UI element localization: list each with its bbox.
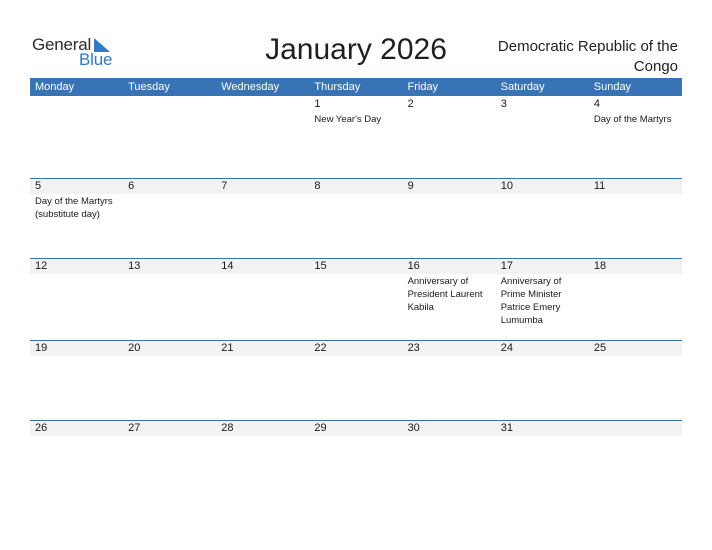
day-cell — [30, 420, 123, 500]
weekday-label: Saturday — [500, 81, 545, 93]
holiday-label: Anniversary of President Laurent Kabila — [407, 276, 483, 313]
day-number: 4 — [593, 98, 600, 110]
weekday-label: Tuesday — [128, 81, 170, 93]
day-cell — [496, 340, 589, 420]
day-cell — [30, 340, 123, 420]
day-cell — [403, 420, 496, 500]
weekday-label: Monday — [35, 81, 75, 93]
day-cell — [496, 258, 589, 338]
holiday-label: Day of the Martyrs — [593, 114, 672, 125]
day-number: 23 — [407, 342, 420, 354]
day-cell — [309, 178, 402, 258]
day-number: 8 — [314, 180, 321, 192]
day-cell — [123, 258, 216, 338]
day-number: 17 — [500, 260, 513, 272]
day-number: 16 — [407, 260, 420, 272]
day-number: 14 — [221, 260, 234, 272]
day-cell — [589, 340, 682, 420]
day-cell — [216, 340, 309, 420]
day-number: 25 — [593, 342, 607, 354]
day-cell — [496, 178, 589, 258]
day-cell — [216, 96, 309, 176]
day-cell — [123, 340, 216, 420]
day-number: 15 — [314, 260, 327, 272]
day-number: 6 — [128, 180, 135, 192]
day-cell — [30, 178, 123, 258]
day-cell — [123, 178, 216, 258]
day-number: 29 — [314, 422, 327, 434]
day-number: 3 — [500, 98, 507, 110]
day-number: 20 — [128, 342, 141, 354]
day-number: 30 — [407, 422, 420, 434]
logo-text-blue: Blue — [79, 50, 113, 69]
day-cell — [589, 96, 682, 176]
day-cell — [403, 178, 496, 258]
day-number: 27 — [128, 422, 141, 434]
weekday-label: Wednesday — [221, 81, 280, 93]
day-number: 21 — [221, 342, 234, 354]
day-cell — [216, 178, 309, 258]
weekday-header — [30, 78, 682, 96]
country-name: Democratic Republic of the Congo — [497, 38, 678, 75]
day-cell — [30, 258, 123, 338]
day-cell — [216, 258, 309, 338]
calendar-title: January 2026 — [265, 33, 447, 66]
day-cell — [403, 258, 496, 338]
day-number: 19 — [35, 342, 48, 354]
day-number: 1 — [314, 98, 321, 110]
day-cell — [403, 96, 496, 176]
day-cell — [216, 420, 309, 500]
holiday-label: Anniversary of Prime Minister Patrice Emery Lumumba — [500, 276, 562, 326]
day-number: 13 — [128, 260, 141, 272]
day-number: 9 — [407, 180, 414, 192]
day-cell — [589, 258, 682, 338]
day-cell — [309, 340, 402, 420]
day-number: 28 — [221, 422, 234, 434]
day-number: 26 — [35, 422, 48, 434]
day-cell — [309, 420, 402, 500]
day-number: 22 — [314, 342, 327, 354]
day-cell — [30, 96, 123, 176]
day-number: 5 — [35, 180, 42, 192]
logo-text-general: General — [32, 35, 92, 54]
day-cell — [589, 178, 682, 258]
day-number: 11 — [593, 180, 606, 192]
weekday-label: Friday — [407, 81, 439, 93]
day-number: 10 — [500, 180, 513, 192]
day-number: 2 — [407, 98, 414, 110]
day-cell — [309, 96, 402, 176]
day-number: 24 — [500, 342, 513, 354]
day-number: 12 — [35, 260, 48, 272]
day-cell — [403, 340, 496, 420]
day-cell — [496, 96, 589, 176]
day-cell — [589, 420, 682, 500]
day-cell — [123, 420, 216, 500]
day-number: 31 — [500, 422, 513, 434]
holiday-label: Day of the Martyrs (substitute day) — [35, 196, 113, 220]
day-number: 18 — [593, 260, 607, 272]
day-number: 7 — [221, 180, 228, 192]
day-cell — [496, 420, 589, 500]
holiday-label: New Year's Day — [314, 114, 382, 125]
day-cell — [123, 96, 216, 176]
day-cell — [309, 258, 402, 338]
weekday-label: Thursday — [314, 81, 361, 93]
weekday-label: Sunday — [593, 81, 632, 93]
